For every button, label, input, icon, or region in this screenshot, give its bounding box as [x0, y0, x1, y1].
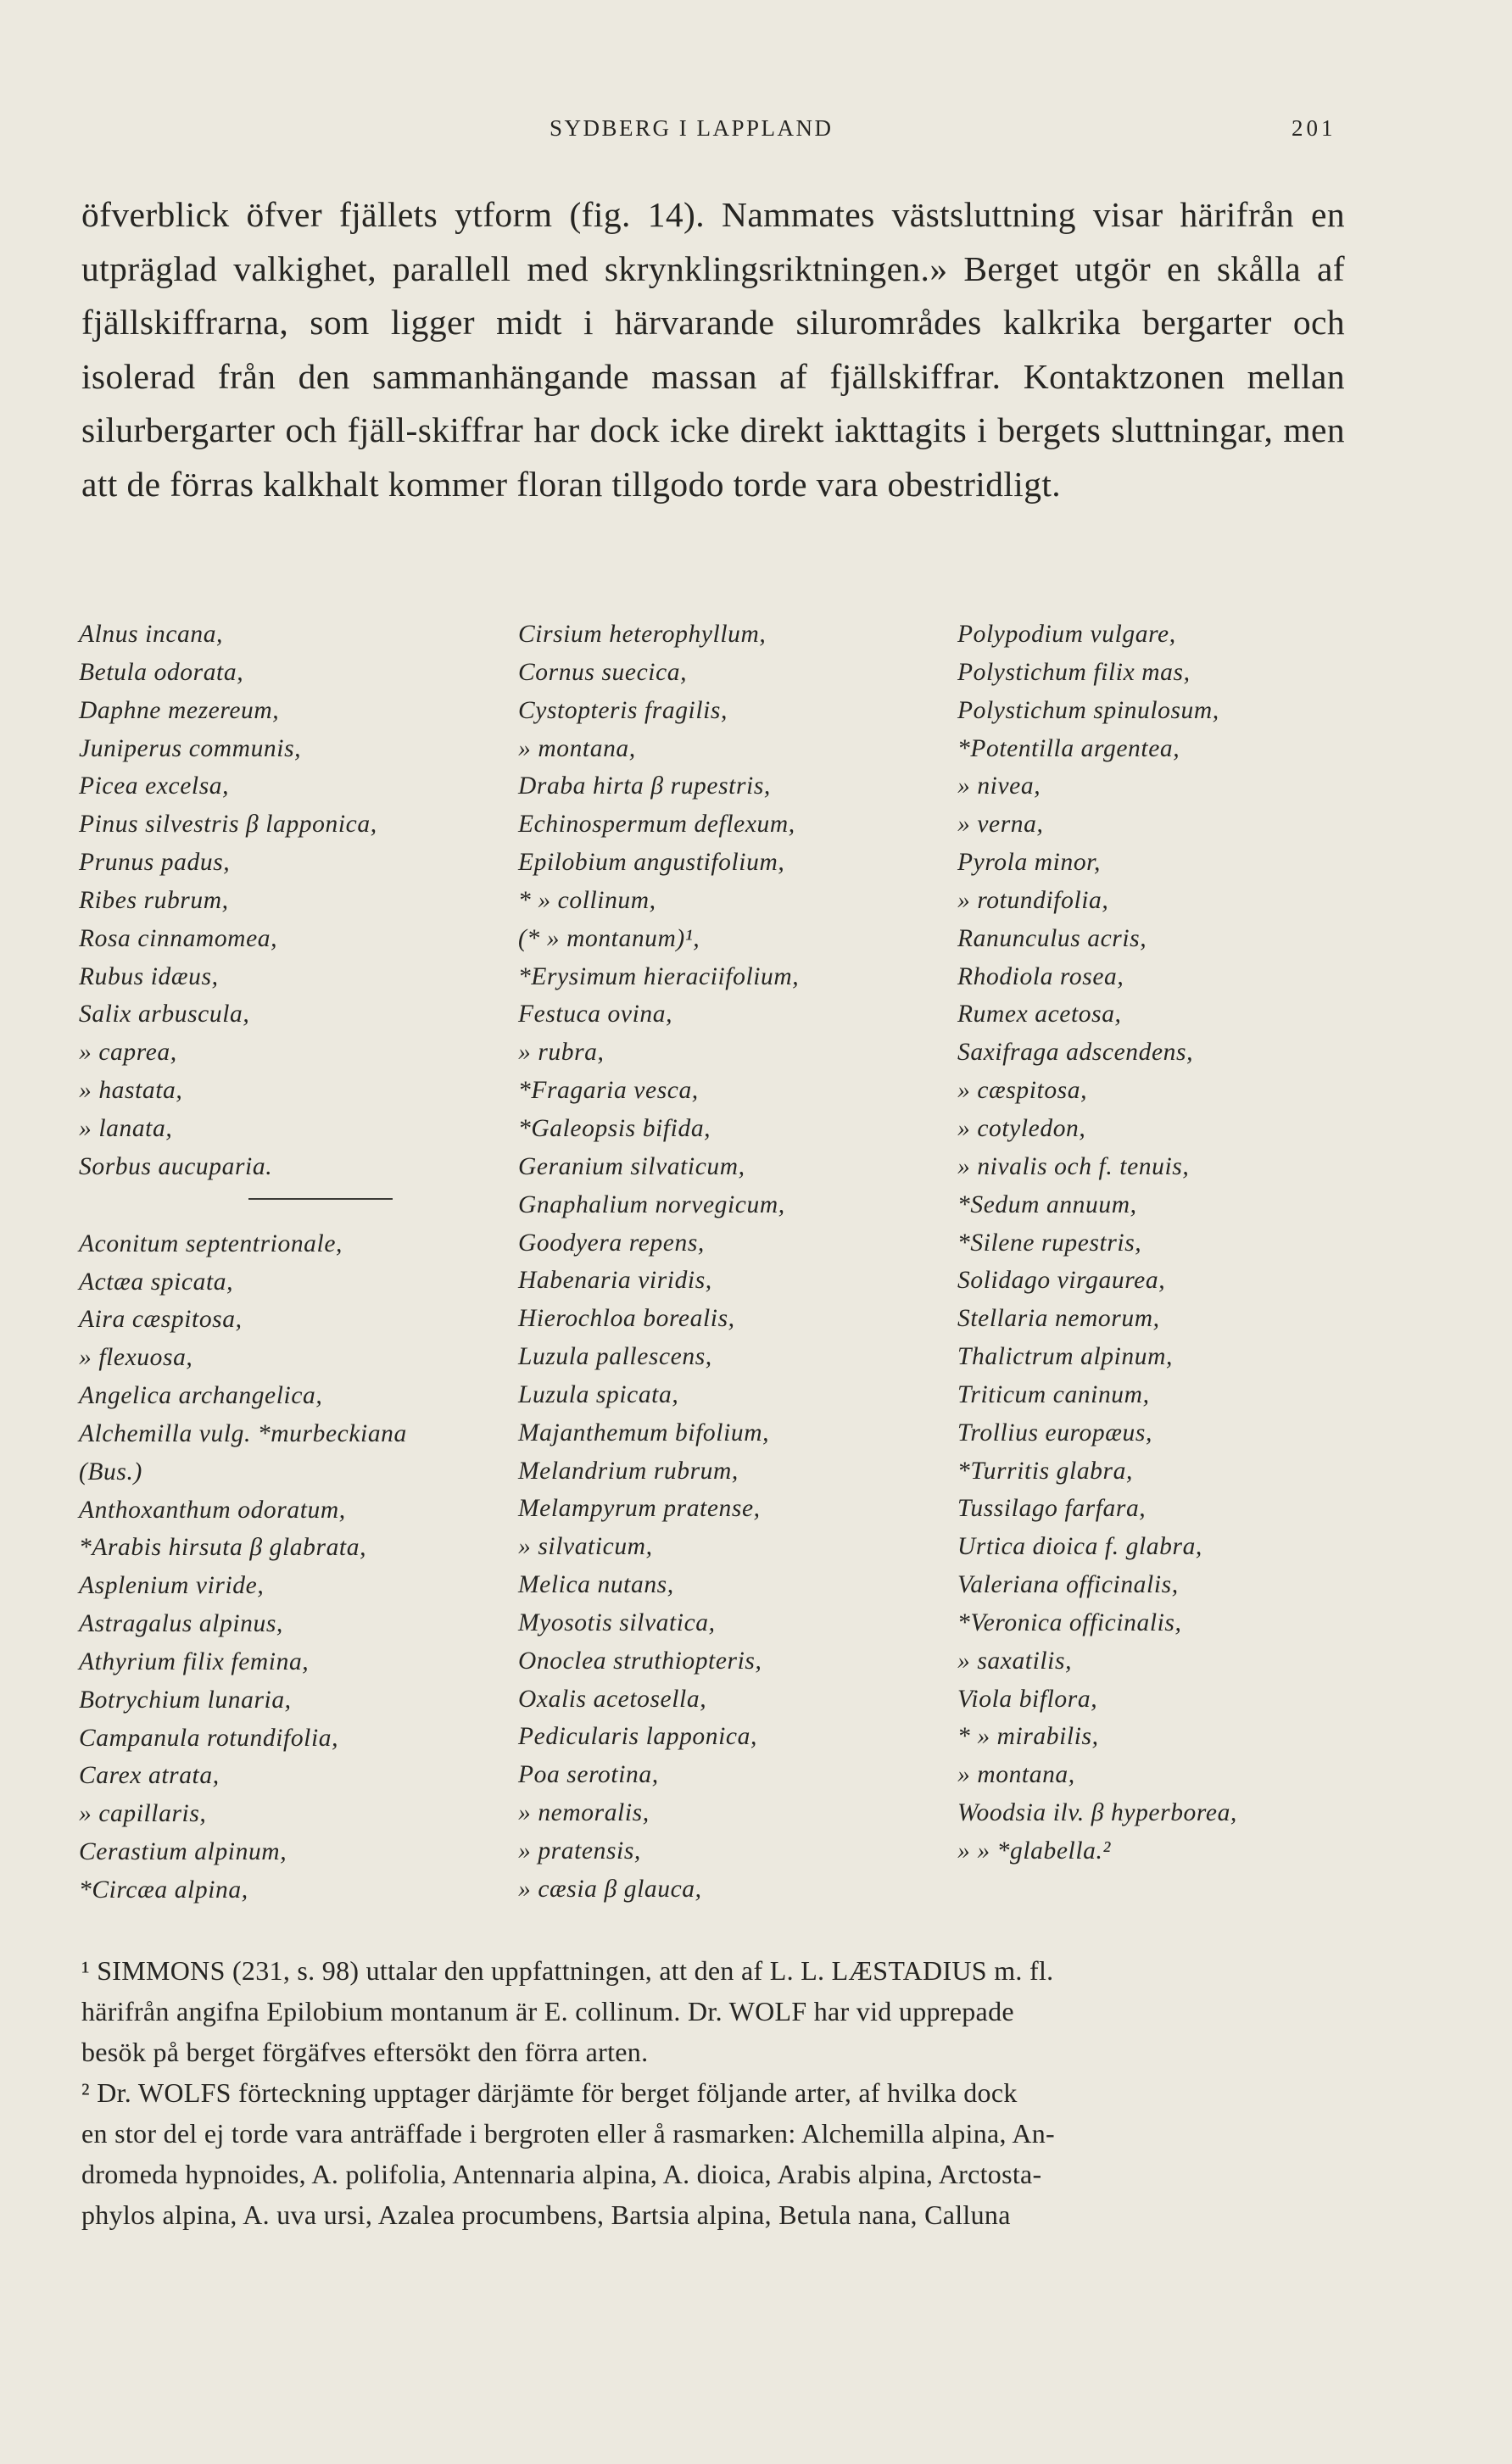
species-entry: » rotundifolia,: [957, 886, 1109, 914]
paragraph-text: öfverblick öfver fjällets ytform (fig. 14). Nammates västsluttning visar härifrån en utpräglad valkighet, parallell med skrynklingsriktningen.» Berget utgör en skålla af fjällskiffrarna, som ligger midt i härvarande silurområdes kalkrika bergarter och isolerad från den sammanhängande massan af fjällskiffrar. Kontaktzonen mellan silurbergarter och fjäll-skiffrar har dock icke direkt iakttagits i bergets sluttningar, men att de förras kalkhalt kommer floran tillgodo torde vara obestridligt.: [81, 195, 1345, 504]
species-entry: » pratensis,: [518, 1837, 641, 1865]
running-title: SYDBERG I LAPPLAND: [550, 115, 834, 141]
species-column-1: [79, 616, 503, 1909]
species-entry: Oxalis acetosella,: [518, 1685, 707, 1713]
species-entry: Alnus incana,: [79, 621, 224, 648]
species-entry: Polystichum filix mas,: [957, 658, 1191, 686]
species-entry: (* » montanum)¹,: [518, 924, 700, 952]
species-entry: *Veronica officinalis,: [957, 1608, 1182, 1636]
species-entry: Valeriana officinalis,: [957, 1571, 1179, 1599]
species-entry: » caprea,: [79, 1039, 177, 1067]
page-header: [0, 115, 1512, 149]
species-entry: Botrychium lunaria,: [79, 1686, 292, 1714]
species-entry: Aira cæspitosa,: [79, 1306, 243, 1334]
species-group-trees-shrubs: [79, 616, 503, 1186]
species-entry: Ribes rubrum,: [79, 886, 229, 914]
footnote-line: dromeda hypnoides, A. polifolia, Antennaria alpina, A. dioica, Arabis alpina, Arctosta-: [81, 2159, 1042, 2189]
species-entry: » silvaticum,: [518, 1533, 653, 1561]
species-entry: Melica nutans,: [518, 1571, 674, 1599]
species-entry: » cotyledon,: [957, 1114, 1086, 1142]
species-entry: Anthoxanthum odoratum,: [79, 1496, 346, 1524]
footnote-1: [81, 1950, 1353, 2072]
species-entry: Triticum caninum,: [957, 1380, 1150, 1408]
species-entry: Campanula rotundifolia,: [79, 1724, 339, 1752]
species-entry: Gnaphalium norvegicum,: [518, 1190, 785, 1218]
footnote-line: phylos alpina, A. uva ursi, Azalea procumbens, Bartsia alpina, Betula nana, Calluna: [81, 2199, 1011, 2230]
species-entry: » cæspitosa,: [957, 1077, 1088, 1105]
species-entry: Picea excelsa,: [79, 772, 230, 800]
species-entry: Ranunculus acris,: [957, 924, 1147, 952]
species-entry: Luzula pallescens,: [518, 1343, 712, 1371]
species-group-col3: [957, 616, 1432, 1870]
species-entry: Rosa cinnamomea,: [79, 924, 278, 952]
species-entry: Trollius europæus,: [957, 1419, 1152, 1447]
species-entry: *Galeopsis bifida,: [518, 1114, 711, 1142]
species-entry: *Turritis glabra,: [957, 1457, 1133, 1485]
column-divider: [248, 1198, 393, 1200]
species-entry: Festuca ovina,: [518, 1001, 673, 1029]
species-entry: Prunus padus,: [79, 849, 231, 877]
species-entry: » flexuosa,: [79, 1344, 193, 1372]
species-entry: Actæa spicata,: [79, 1268, 234, 1296]
species-entry: *Potentilla argentea,: [957, 734, 1180, 762]
species-entry: Pinus silvestris β lapponica,: [79, 811, 377, 839]
footnotes: [81, 1950, 1353, 2235]
species-entry: (Bus.): [79, 1458, 142, 1486]
species-entry: *Arabis hirsuta β glabrata,: [79, 1534, 367, 1562]
species-entry: Melampyrum pratense,: [518, 1495, 761, 1523]
species-entry: Luzula spicata,: [518, 1380, 679, 1408]
species-entry: Woodsia ilv. β hyperborea,: [957, 1799, 1237, 1827]
species-entry: » nivea,: [957, 772, 1041, 800]
species-group-col2: [518, 616, 942, 1909]
species-entry: Thalictrum alpinum,: [957, 1343, 1173, 1371]
species-entry: Daphne mezereum,: [79, 696, 280, 724]
species-entry: Melandrium rubrum,: [518, 1457, 739, 1485]
species-entry: Myosotis silvatica,: [518, 1608, 716, 1636]
species-entry: Asplenium viride,: [79, 1572, 265, 1600]
species-entry: Goodyera repens,: [518, 1229, 705, 1257]
species-entry: » lanata,: [79, 1114, 173, 1142]
species-entry: Rhodiola rosea,: [957, 962, 1124, 990]
species-entry: Saxifraga adscendens,: [957, 1039, 1194, 1067]
species-entry: Rumex acetosa,: [957, 1001, 1122, 1029]
species-entry: » nivalis och f. tenuis,: [957, 1152, 1190, 1180]
species-entry: Alchemilla vulg. *murbeckiana: [79, 1419, 407, 1447]
footnote-line: en stor del ej torde vara anträffade i bergroten eller å rasmarken: Alchemilla alpina, An-: [81, 2118, 1056, 2149]
species-entry: Polypodium vulgare,: [957, 621, 1176, 648]
footnote-line: ² Dr. WOLFS förteckning upptager därjämte för berget följande arter, af hvilka dock: [81, 2077, 1018, 2108]
species-entry: Draba hirta β rupestris,: [518, 772, 771, 800]
species-column-3: [957, 616, 1432, 1870]
species-entry: Cerastium alpinum,: [79, 1838, 287, 1866]
species-entry: » montana,: [518, 734, 636, 762]
species-entry: Majanthemum bifolium,: [518, 1419, 770, 1447]
species-entry: » nemoralis,: [518, 1799, 650, 1827]
footnote-line: besök på berget förgäfves eftersökt den förra arten.: [81, 2037, 649, 2067]
species-entry: Habenaria viridis,: [518, 1267, 712, 1295]
species-entry: Echinospermum deflexum,: [518, 811, 795, 839]
species-entry: *Sedum annuum,: [957, 1190, 1137, 1218]
species-entry: Juniperus communis,: [79, 734, 302, 762]
species-entry: Cystopteris fragilis,: [518, 696, 728, 724]
species-entry: » » *glabella.²: [957, 1837, 1111, 1865]
species-entry: Carex atrata,: [79, 1762, 220, 1790]
species-entry: » saxatilis,: [957, 1647, 1073, 1675]
species-entry: *Erysimum hieraciifolium,: [518, 962, 800, 990]
species-entry: » verna,: [957, 811, 1044, 839]
species-entry: » cæsia β glauca,: [518, 1875, 702, 1903]
species-entry: » capillaris,: [79, 1800, 207, 1828]
species-entry: Cornus suecica,: [518, 658, 688, 686]
species-entry: Epilobium angustifolium,: [518, 849, 785, 877]
species-entry: Pedicularis lapponica,: [518, 1723, 757, 1751]
species-entry: » montana,: [957, 1761, 1075, 1789]
species-entry: Astragalus alpinus,: [79, 1610, 283, 1638]
species-entry: Sorbus aucuparia.: [79, 1152, 273, 1180]
body-paragraph: [81, 188, 1345, 511]
species-entry: Onoclea struthiopteris,: [518, 1647, 762, 1675]
species-entry: Tussilago farfara,: [957, 1495, 1147, 1523]
species-entry: * » collinum,: [518, 886, 656, 914]
species-entry: Pyrola minor,: [957, 849, 1101, 877]
species-group-herbs: [79, 1225, 503, 1909]
species-entry: Athyrium filix femina,: [79, 1647, 310, 1675]
page-number: 201: [1292, 115, 1336, 141]
species-entry: » rubra,: [518, 1039, 605, 1067]
species-column-2: [518, 616, 942, 1909]
species-entry: Solidago virgaurea,: [957, 1267, 1166, 1295]
species-entry: Stellaria nemorum,: [957, 1305, 1160, 1333]
species-entry: Cirsium heterophyllum,: [518, 621, 767, 648]
species-entry: Viola biflora,: [957, 1685, 1098, 1713]
species-entry: *Silene rupestris,: [957, 1229, 1142, 1257]
species-entry: *Circæa alpina,: [79, 1876, 248, 1904]
species-entry: Betula odorata,: [79, 658, 244, 686]
species-entry: Polystichum spinulosum,: [957, 696, 1219, 724]
species-entry: Geranium silvaticum,: [518, 1152, 745, 1180]
species-entry: Angelica archangelica,: [79, 1382, 323, 1410]
species-entry: » hastata,: [79, 1077, 183, 1105]
species-entry: Poa serotina,: [518, 1761, 659, 1789]
footnote-line: härifrån angifna Epilobium montanum är E. collinum. Dr. WOLF har vid upprepade: [81, 1996, 1014, 2026]
species-entry: * » mirabilis,: [957, 1723, 1099, 1751]
species-entry: Rubus idæus,: [79, 962, 219, 990]
species-entry: Hierochloa borealis,: [518, 1305, 735, 1333]
species-entry: *Fragaria vesca,: [518, 1077, 699, 1105]
species-entry: Salix arbuscula,: [79, 1001, 250, 1029]
species-entry: Urtica dioica f. glabra,: [957, 1533, 1202, 1561]
footnote-2: [81, 2072, 1353, 2235]
footnote-line: ¹ SIMMONS (231, s. 98) uttalar den uppfattningen, att den af L. L. LÆSTADIUS m. fl.: [81, 1955, 1054, 1986]
species-entry: Aconitum septentrionale,: [79, 1229, 343, 1257]
